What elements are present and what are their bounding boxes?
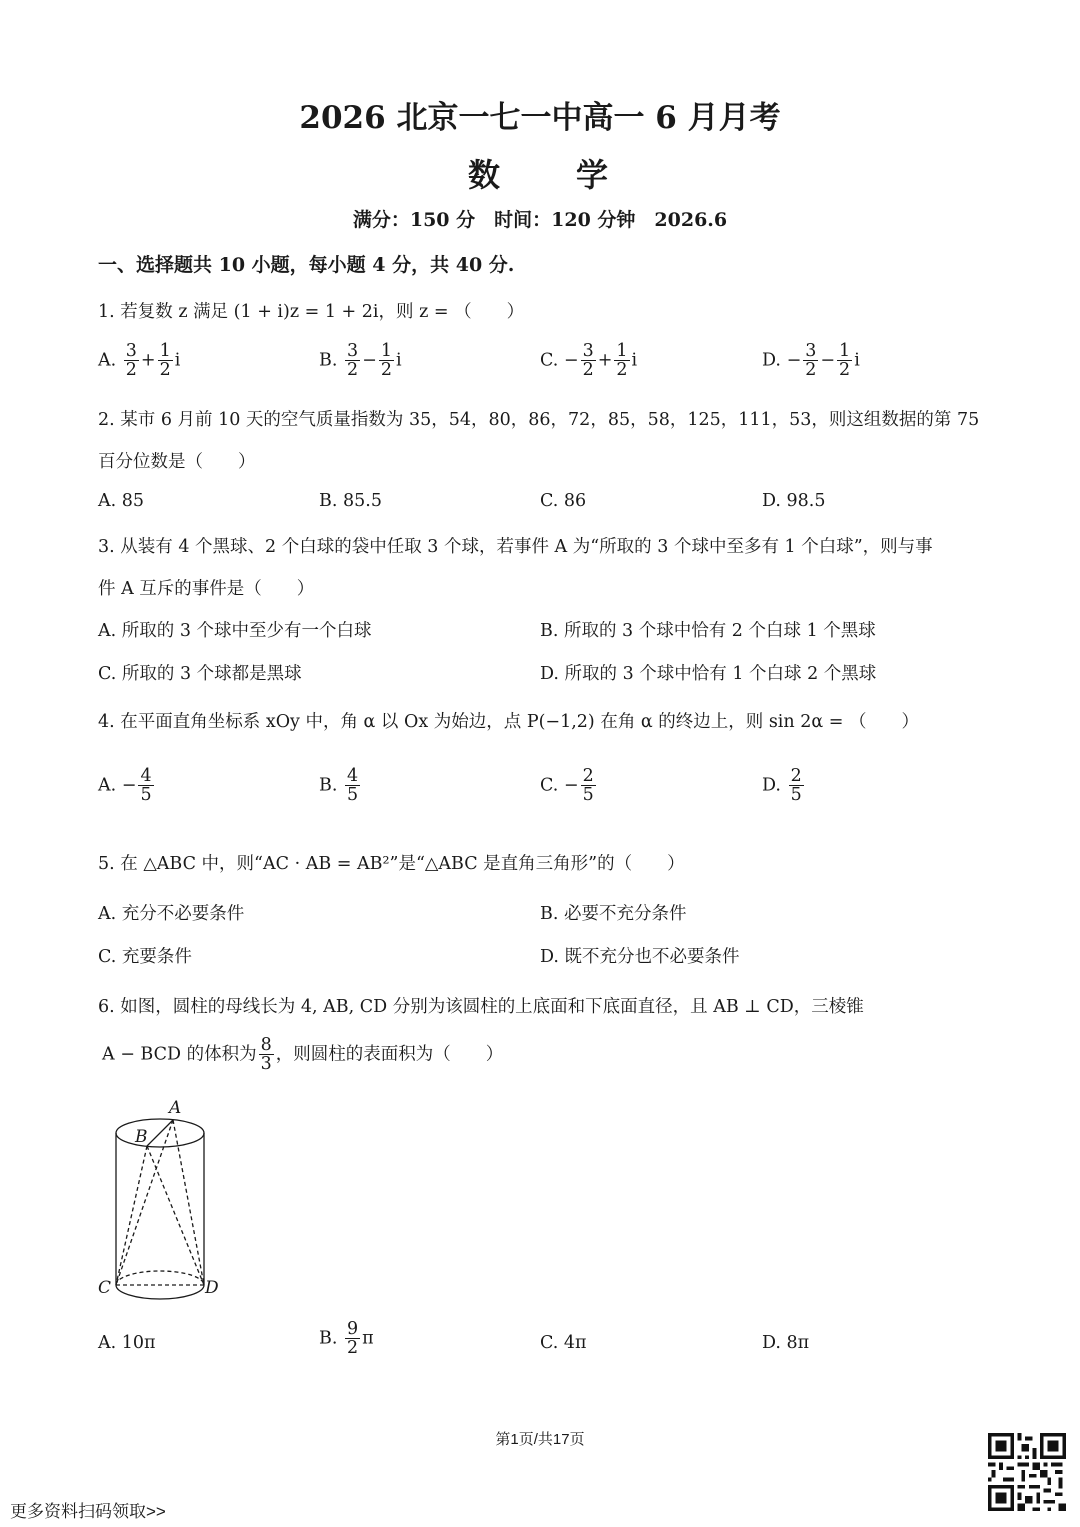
option-label: A. bbox=[98, 350, 117, 371]
q3-option-d: D. 所取的 3 个球中恰有 1 个白球 2 个黑球 bbox=[540, 664, 877, 684]
qr-code-icon[interactable] bbox=[988, 1433, 1066, 1511]
q4-option-c bbox=[540, 767, 598, 805]
imag-unit: i bbox=[631, 350, 638, 371]
denominator: 2 bbox=[347, 1338, 359, 1359]
denominator: 2 bbox=[616, 360, 628, 381]
denominator: 3 bbox=[260, 1054, 272, 1075]
denominator: 5 bbox=[790, 785, 802, 806]
q3-option-a: A. 所取的 3 个球中至少有一个白球 bbox=[98, 621, 372, 641]
option-sign: − bbox=[563, 775, 579, 796]
diameter-ab bbox=[147, 1120, 173, 1146]
q6-option-a: A. 10π bbox=[98, 1333, 156, 1353]
label-c: C bbox=[98, 1278, 112, 1298]
numerator: 1 bbox=[616, 341, 628, 361]
question-6-stem-line2 bbox=[102, 1036, 503, 1074]
numerator: 3 bbox=[805, 341, 817, 361]
fraction bbox=[345, 1320, 360, 1358]
edge-bd bbox=[147, 1146, 204, 1285]
fraction bbox=[379, 342, 394, 380]
edge-bc bbox=[116, 1146, 147, 1285]
question-4-stem: 4. 在平面直角坐标系 xOy 中，角 α 以 Ox 为始边，点 P(−1,2) 在角 α 的终边上，则 sin 2α = （ ） bbox=[98, 712, 919, 732]
more-resources-link[interactable]: 更多资料扫码领取>> bbox=[10, 1502, 166, 1521]
fraction bbox=[259, 1036, 274, 1074]
option-sign: − bbox=[786, 350, 802, 371]
question-6-stem-line1: 6. 如图，圆柱的母线长为 4, AB, CD 分别为该圆柱的上底面和下底面直径，且 AB ⊥ CD，三棱锥 bbox=[98, 997, 864, 1017]
denominator: 2 bbox=[380, 360, 392, 381]
q3-option-b: B. 所取的 3 个球中恰有 2 个白球 1 个黑球 bbox=[540, 621, 876, 641]
option-label: B. bbox=[319, 775, 338, 796]
q1-option-a bbox=[98, 342, 180, 380]
operator: + bbox=[140, 350, 156, 371]
option-label: A. bbox=[98, 775, 117, 796]
q1-option-d bbox=[762, 342, 860, 380]
q5-option-d: D. 既不充分也不必要条件 bbox=[540, 947, 740, 967]
numerator: 1 bbox=[839, 341, 851, 361]
q4-option-b bbox=[319, 767, 362, 805]
question-1-stem: 1. 若复数 z 满足 (1 + i)z = 1 + 2i，则 z = （ ） bbox=[98, 302, 525, 322]
numerator: 2 bbox=[582, 766, 594, 786]
stem-text: A − BCD 的体积为 bbox=[102, 1044, 257, 1065]
denominator: 2 bbox=[805, 360, 817, 381]
fraction bbox=[138, 767, 153, 805]
denominator: 2 bbox=[159, 360, 171, 381]
numerator: 1 bbox=[380, 341, 392, 361]
operator: − bbox=[820, 350, 836, 371]
fraction bbox=[789, 767, 804, 805]
bottom-back-arc bbox=[116, 1271, 204, 1285]
q5-option-b: B. 必要不充分条件 bbox=[540, 904, 687, 924]
option-label: D. bbox=[762, 350, 781, 371]
option-label: D. bbox=[762, 775, 781, 796]
exam-title: 2026 北京一七一中高一 6 月月考 bbox=[299, 100, 781, 136]
imag-unit: i bbox=[854, 350, 860, 371]
q3-option-c: C. 所取的 3 个球都是黑球 bbox=[98, 664, 302, 684]
numerator: 4 bbox=[347, 766, 359, 786]
fraction bbox=[345, 767, 360, 805]
q1-option-c bbox=[540, 342, 637, 380]
q4-option-a bbox=[98, 767, 156, 805]
fraction bbox=[581, 342, 596, 380]
imag-unit: i bbox=[395, 350, 402, 371]
option-label: C. bbox=[540, 775, 559, 796]
denominator: 2 bbox=[125, 360, 137, 381]
stem-text: ，则圆柱的表面积为（ ） bbox=[275, 1044, 504, 1065]
fraction bbox=[614, 342, 629, 380]
operator: + bbox=[597, 350, 613, 371]
q4-option-d bbox=[762, 767, 806, 805]
question-2-stem-line2: 百分位数是（ ） bbox=[98, 452, 256, 472]
fraction bbox=[124, 342, 139, 380]
denominator: 5 bbox=[140, 785, 152, 806]
question-5-stem: 5. 在 △ABC 中，则“AC · AB = AB²”是“△ABC 是直角三角形”的（ ） bbox=[98, 854, 685, 874]
q6-option-c: C. 4π bbox=[540, 1333, 587, 1353]
page-number: 第1页/共17页 bbox=[495, 1431, 585, 1448]
question-3-stem-line2: 件 A 互斥的事件是（ ） bbox=[98, 579, 315, 599]
cylinder-figure bbox=[95, 1093, 230, 1308]
pi-symbol: π bbox=[362, 1328, 374, 1349]
option-label: B. bbox=[319, 1328, 338, 1349]
q2-option-d: D. 98.5 bbox=[762, 491, 826, 511]
denominator: 2 bbox=[347, 360, 359, 381]
denominator: 2 bbox=[839, 360, 851, 381]
option-label: C. bbox=[540, 350, 559, 371]
numerator: 4 bbox=[140, 766, 152, 786]
exam-meta: 满分：150 分 时间：120 分钟 2026.6 bbox=[352, 209, 728, 231]
q2-option-c: C. 86 bbox=[540, 491, 587, 511]
denominator: 5 bbox=[582, 785, 594, 806]
numerator: 9 bbox=[347, 1319, 359, 1339]
q5-option-a: A. 充分不必要条件 bbox=[98, 904, 245, 924]
subject-title: 数 学 bbox=[467, 156, 612, 194]
numerator: 3 bbox=[125, 341, 137, 361]
option-label: B. bbox=[319, 350, 338, 371]
fraction bbox=[158, 342, 173, 380]
q1-option-b bbox=[319, 342, 402, 380]
denominator: 5 bbox=[347, 785, 359, 806]
bottom-front-arc bbox=[116, 1285, 204, 1299]
imag-unit: i bbox=[174, 350, 181, 371]
fraction bbox=[803, 342, 818, 380]
numerator: 1 bbox=[159, 341, 171, 361]
q5-option-c: C. 充要条件 bbox=[98, 947, 192, 967]
fraction bbox=[345, 342, 360, 380]
label-d: D bbox=[205, 1278, 219, 1298]
numerator: 2 bbox=[790, 766, 802, 786]
q2-option-a: A. 85 bbox=[98, 491, 145, 511]
numerator: 8 bbox=[260, 1035, 272, 1055]
fraction bbox=[581, 767, 596, 805]
edge-ad bbox=[173, 1120, 204, 1285]
label-b: B bbox=[135, 1127, 148, 1147]
denominator: 2 bbox=[582, 360, 594, 381]
q2-option-b: B. 85.5 bbox=[319, 491, 382, 511]
option-sign: − bbox=[563, 350, 579, 371]
numerator: 3 bbox=[347, 341, 359, 361]
numerator: 3 bbox=[582, 341, 594, 361]
option-sign: − bbox=[121, 775, 137, 796]
question-2-stem-line1: 2. 某市 6 月前 10 天的空气质量指数为 35，54，80，86，72，85，58，125，111，53，则这组数据的第 75 bbox=[98, 410, 980, 430]
section-heading: 一、选择题共 10 小题，每小题 4 分，共 40 分. bbox=[98, 254, 515, 276]
q6-option-b bbox=[319, 1320, 374, 1358]
fraction bbox=[837, 342, 852, 380]
question-3-stem-line1: 3. 从装有 4 个黑球、2 个白球的袋中任取 3 个球，若事件 A 为“所取的 3 个球中至多有 1 个白球”，则与事 bbox=[98, 537, 933, 557]
operator: − bbox=[362, 350, 377, 371]
label-a: A bbox=[169, 1098, 182, 1118]
q6-option-d: D. 8π bbox=[762, 1333, 810, 1353]
